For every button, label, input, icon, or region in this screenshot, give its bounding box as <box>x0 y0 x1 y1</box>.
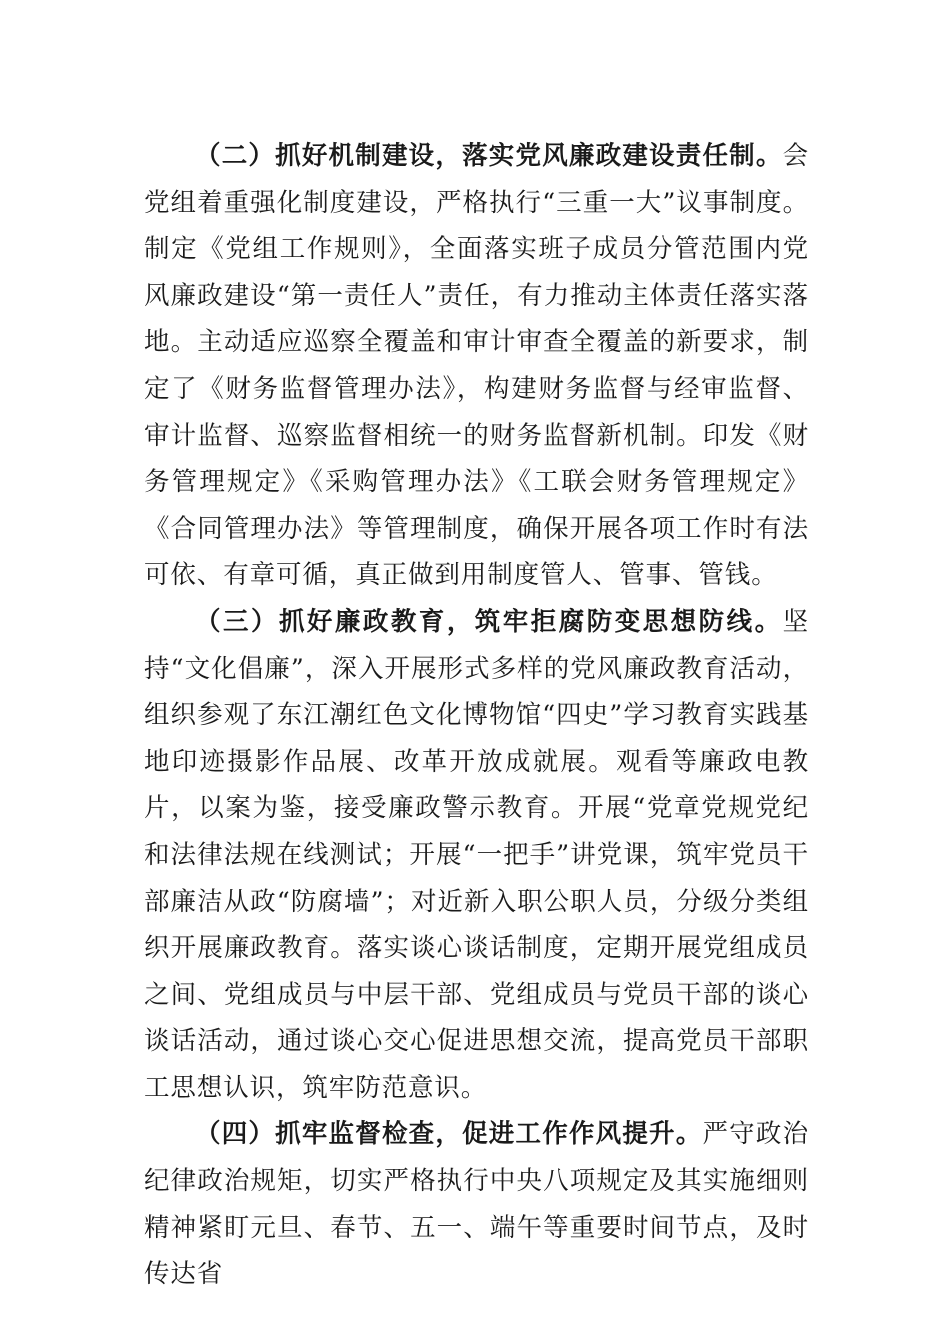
paragraph-heading: （二）抓好机制建设，落实党风廉政建设责任制。 <box>195 141 783 171</box>
paragraph-supervision-inspection <box>144 1111 809 1297</box>
paragraph-text: 严守政治纪律政治规矩，切实严格执行中央八项规定及其实施细则精神紧盯元旦、春节、五一、端午等重要时间节点，及时传达省 <box>144 1119 809 1290</box>
paragraph-text: 坚持“文化倡廉”，深入开展形式多样的党风廉政教育活动，组织参观了东江潮红色文化博物馆“四史”学习教育实践基地印迹摄影作品展、改革开放成就展。观看等廉政电教片，以案为鉴，接受廉政警示教育。开展“党章党规党纪和法律法规在线测试；开展“一把手”讲党课，筑牢党员干部廉洁从政“防腐墙”；对近新入职公职人员，分级分类组织开展廉政教育。落实谈心谈话制度，定期开展党组成员之间、党组成员与中层干部、党组成员与党员干部的谈心谈话活动，通过谈心交心促进思想交流，提高党员干部职工思想认识，筑牢防范意识。 <box>144 606 809 1103</box>
paragraph-integrity-education <box>144 599 809 1112</box>
document-body <box>144 133 809 1298</box>
paragraph-heading: （四）抓牢监督检查，促进工作作风提升。 <box>195 1119 703 1150</box>
paragraph-text: 会党组着重强化制度建设，严格执行“三重一大”议事制度。制定《党组工作规则》，全面落实班子成员分管范围内党风廉政建设“第一责任人”责任，有力推动主体责任落实落地。主动适应巡察全覆盖和审计审查全覆盖的新要求，制定了《财务监督管理办法》，构建财务监督与经审监督、审计监督、巡察监督相统一的财务监督新机制。印发《财务管理规定》《采购管理办法》《工联会财务管理规定》《合同管理办法》等管理制度，确保开展各项工作时有法可依、有章可循，真正做到用制度管人、管事、管钱。 <box>144 141 809 591</box>
paragraph-mechanism-building <box>144 133 809 599</box>
paragraph-heading: （三）抓好廉政教育，筑牢拒腐防变思想防线。 <box>195 606 783 637</box>
